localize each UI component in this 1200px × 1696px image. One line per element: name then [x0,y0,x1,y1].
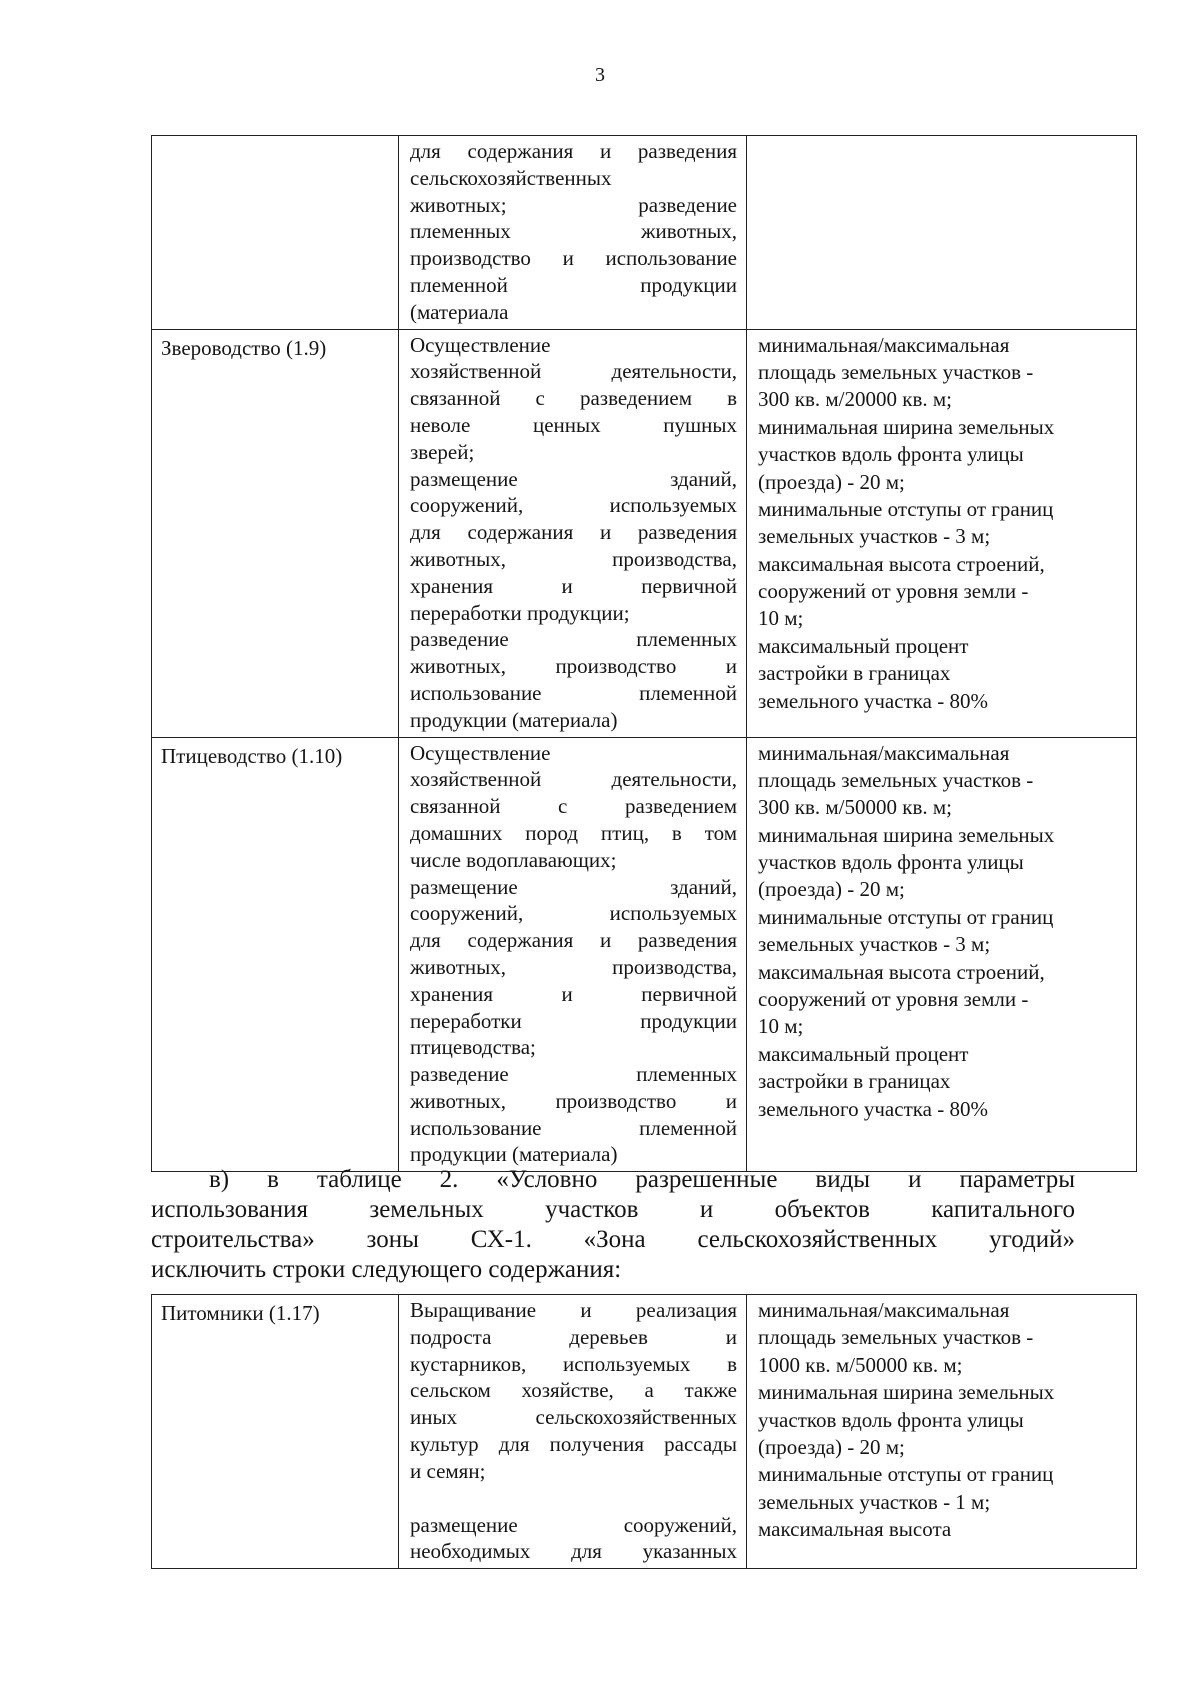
description-line: домашних пород птиц, в том [410,820,737,845]
description-cell [399,737,747,1172]
parameter-line: участков вдоль фронта улицы [758,1407,1024,1432]
parameter-line: максимальный процент [758,633,969,658]
parameters-cell [747,1295,1137,1569]
description-line: Выращивание и реализация [410,1298,737,1322]
description-line: птицеводства; [410,1035,536,1060]
description-line: использование племенной [410,1115,737,1140]
description-line: переработки продукции [410,1008,737,1033]
description-cell [399,136,747,330]
use-name-cell: Питомники (1.17) [152,1295,399,1569]
parameter-line: максимальный процент [758,1041,969,1066]
description-line: культур для получения рассады [410,1431,737,1456]
parameter-line: сооружений от уровня земли - [758,579,1029,604]
paragraph-line: использования земельных участков и объектов капитального [151,1196,1075,1223]
parameters-cell [747,136,1137,330]
use-name-cell [152,136,399,330]
parameter-line: участков вдоль фронта улицы [758,850,1024,875]
parameters-cell [747,737,1137,1172]
description-line: связанной с разведением [410,794,737,819]
parameter-line: 10 м; [758,606,804,631]
description-line: для содержания и разведения [410,520,737,545]
description-line: хозяйственной деятельности, [410,767,737,792]
description-line: переработки продукции; [410,600,630,625]
parameter-line: (проезда) - 20 м; [758,469,905,494]
description-line: зверей; [410,439,475,464]
parameter-line: 300 кв. м/20000 кв. м; [758,387,952,412]
description-line: (материала [410,299,509,324]
parameter-line: минимальные отступы от границ [758,1462,1054,1487]
parameter-line: минимальная/максимальная [758,1298,1010,1322]
parameter-line: участков вдоль фронта улицы [758,442,1024,467]
description-line: хранения и первичной [410,981,737,1006]
paragraph-line: в) в таблице 2. «Условно разрешенные виды и параметры [209,1166,1075,1193]
land-use-table-1 [151,135,1137,1172]
description-line: продукции (материала) [410,707,618,732]
use-name-cell: Птицеводство (1.10) [152,737,399,1172]
parameter-line: максимальная высота строений, [758,959,1045,984]
description-line: и семян; [410,1458,486,1483]
land-use-table-2 [151,1294,1137,1569]
parameter-line: земельных участков - 3 м; [758,932,991,957]
description-line: производство и использование [410,246,737,271]
parameter-line: 1000 кв. м/50000 кв. м; [758,1352,963,1377]
paragraph-line: строительства» зоны СХ-1. «Зона сельскохозяйственных угодий» [151,1226,1075,1253]
table-row [152,329,1137,737]
description-line: животных, производство и [410,1088,737,1113]
table-row [152,737,1137,1172]
parameter-line: минимальная/максимальная [758,332,1010,357]
blank-line [410,1485,737,1512]
parameter-line: площадь земельных участков - [758,359,1034,384]
description-line: использование племенной [410,680,737,705]
description-line: хранения и первичной [410,573,737,598]
parameter-line: сооружений от уровня земли - [758,987,1029,1012]
table-row [152,136,1137,330]
parameter-line: минимальная ширина земельных [758,1380,1055,1405]
page-number: 3 [595,64,605,86]
description-line: сельском хозяйстве, а также [410,1378,737,1403]
description-line: размещение зданий, [410,466,737,491]
description-line: числе водоплавающих; [410,847,617,872]
description-line: Осуществление [410,332,551,357]
parameter-line: площадь земельных участков - [758,767,1034,792]
description-line: разведение племенных [410,627,737,652]
description-line: животных, производства, [410,546,737,571]
description-line: сельскохозяйственных [410,165,612,190]
description-line: для содержания и разведения [410,928,737,953]
description-line: для содержания и разведения [410,139,737,163]
description-cell [399,1295,747,1569]
parameter-line: максимальная высота [758,1517,952,1542]
description-line: разведение племенных [410,1062,737,1087]
description-line: необходимых для указанных [410,1539,737,1564]
parameter-line: максимальная высота строений, [758,551,1045,576]
description-line: размещение сооружений, [410,1512,737,1537]
amendment-paragraph [151,1165,1075,1285]
parameter-line: застройки в границах [758,1069,951,1094]
parameter-line: (проезда) - 20 м; [758,1434,905,1459]
description-line: животных, производство и [410,654,737,679]
description-line: племенной продукции [410,272,737,297]
description-line: животных, производства, [410,954,737,979]
description-line: Осуществление [410,740,551,765]
description-line: хозяйственной деятельности, [410,359,737,384]
parameter-line: минимальные отступы от границ [758,496,1054,521]
parameter-line: земельных участков - 1 м; [758,1489,991,1514]
description-line: иных сельскохозяйственных [410,1405,737,1430]
description-line: племенных животных, [410,219,737,244]
parameters-cell [747,329,1137,737]
parameter-line: застройки в границах [758,661,951,686]
parameter-line: минимальная ширина земельных [758,414,1055,439]
description-line: сооружений, используемых [410,901,737,926]
parameter-line: минимальная/максимальная [758,740,1010,765]
parameter-line: площадь земельных участков - [758,1325,1034,1350]
parameter-line: минимальные отступы от границ [758,904,1054,929]
description-line: продукции (материала) [410,1142,618,1167]
description-line: кустарников, используемых в [410,1351,737,1376]
description-line: размещение зданий, [410,874,737,899]
description-line: сооружений, используемых [410,493,737,518]
description-line: животных; разведение [410,192,737,217]
table-row [152,1295,1137,1569]
parameter-line: земельных участков - 3 м; [758,524,991,549]
description-line: подроста деревьев и [410,1324,737,1349]
paragraph-line: исключить строки следующего содержания: [151,1256,622,1283]
parameter-line: земельного участка - 80% [758,1096,988,1121]
use-name-cell: Звероводство (1.9) [152,329,399,737]
parameter-line: 10 м; [758,1014,804,1039]
description-line: неволе ценных пушных [410,412,737,437]
parameter-line: (проезда) - 20 м; [758,877,905,902]
description-line: связанной с разведением в [410,386,737,411]
parameter-line: земельного участка - 80% [758,688,988,713]
parameter-line: минимальная ширина земельных [758,822,1055,847]
description-cell [399,329,747,737]
parameter-line: 300 кв. м/50000 кв. м; [758,795,952,820]
